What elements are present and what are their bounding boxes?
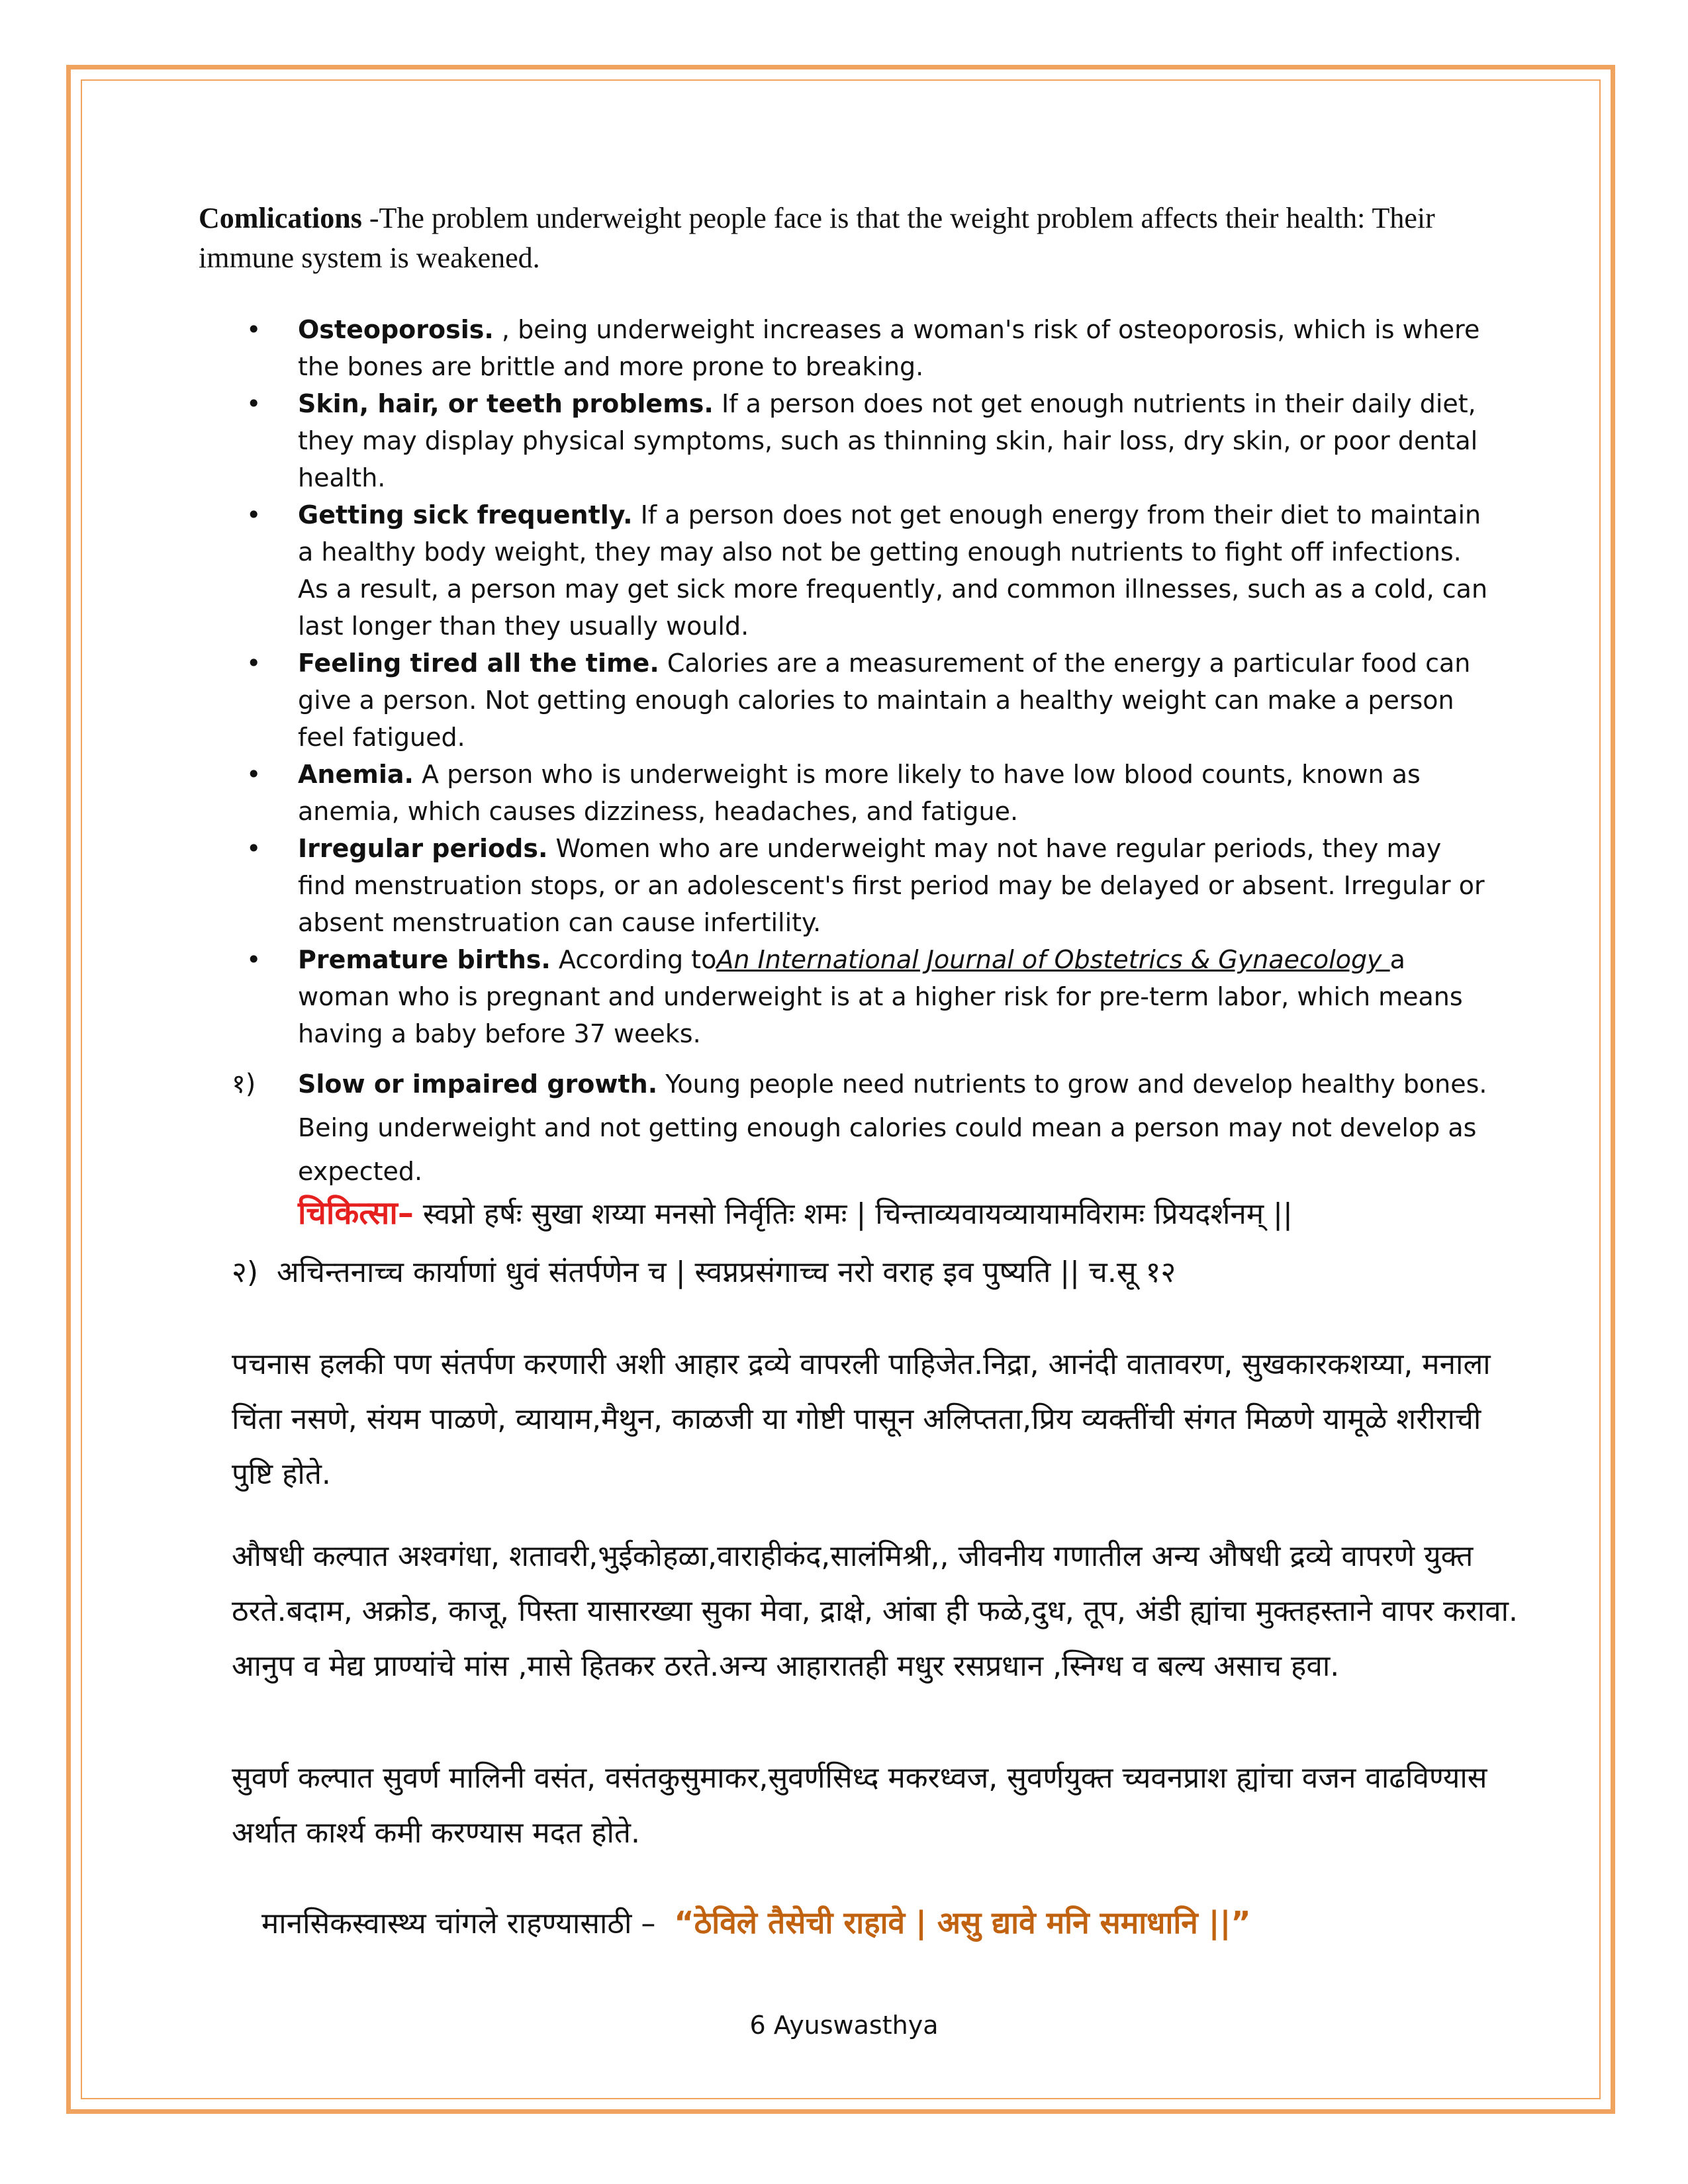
chikitsa-verse — [298, 1190, 1529, 1238]
item-term: Slow or impaired growth. — [298, 1069, 658, 1099]
item-term: Feeling tired all the time. — [298, 649, 659, 678]
number-marker: २) — [232, 1255, 259, 1289]
number-marker: १) — [232, 1069, 256, 1099]
page-footer: 6 Ayuswasthya — [749, 2011, 939, 2040]
item-text: a woman who is pregnant and underweight is at a higher risk for pre-term labor, which means having a baby before 37 weeks. — [298, 945, 1463, 1048]
list-item — [199, 645, 1496, 756]
item-term: Osteoporosis. — [298, 315, 494, 344]
item-term: Getting sick frequently. — [298, 500, 633, 529]
item-text: Women who are underweight may not have regular periods, they may find menstruation stops, or an adolescent's first period may be delayed or absent. Irregular or absent menstruation can cause infertility. — [298, 834, 1485, 937]
list-item — [199, 830, 1496, 941]
chikitsa-text: स्वप्नो हर्षः सुखा शय्या मनसो निर्वृतिः शमः | चिन्ताव्यवायव्यायामविरामः प्रियदर्शनम् || — [413, 1197, 1293, 1231]
bullet-icon: • — [246, 500, 261, 529]
item-text: , being underweight increases a woman's risk of osteoporosis, which is where the bones are brittle and more prone to breaking. — [298, 315, 1480, 381]
mental-quote: “ठेविले तैसेची राहावे | असु द्यावे मनि समाधानि ||” — [674, 1905, 1251, 1940]
intro-text: -The problem underweight people face is that the weight problem affects their health: Their immune system is weakened. — [199, 202, 1435, 274]
intro-paragraph — [199, 199, 1496, 278]
list-item — [199, 496, 1496, 645]
gold-paragraph: सुवर्ण कल्पात सुवर्ण मालिनी वसंत, वसंतकुसुमाकर,सुवर्णसिध्द मकरध्वज, सुवर्णयुक्त च्यवनप्राश ह्यांचा वजन वाढविण्यास अर्थात कार्श्य कमी करण्यास मदत होते. — [232, 1761, 1487, 1850]
item-term: Irregular periods. — [298, 834, 548, 863]
complications-list — [199, 311, 1496, 1052]
item-term: Premature births. — [298, 945, 551, 974]
journal-link[interactable]: An International Journal of Obstetrics & Gynaecology — [716, 945, 1390, 974]
list-item — [199, 385, 1496, 496]
bullet-icon: • — [246, 649, 261, 678]
item-text: A person who is underweight is more likely to have low blood counts, known as anemia, which causes dizziness, headaches, and fatigue. — [298, 760, 1421, 826]
numbered-item-1 — [199, 1062, 1496, 1193]
item-text: If a person does not get enough energy from their diet to maintain a healthy body weight, they may also not be getting enough nutrients to fight off infections. As a result, a person may get sick more frequently, and common illnesses, such as a cold, can last longer than they usually would. — [298, 500, 1488, 641]
intro-heading: Comlications — [199, 202, 362, 234]
bullet-icon: • — [246, 834, 261, 863]
bullet-icon: • — [246, 760, 261, 789]
item-text: Young people need nutrients to grow and develop healthy bones. Being underweight and not getting enough calories could mean a person may not develop as expected. — [298, 1069, 1487, 1186]
item-text: Calories are a measurement of the energy a particular food can give a person. Not getting enough calories to maintain a healthy weight can make a person feel fatigued. — [298, 649, 1471, 752]
item-text: If a person does not get enough nutrients in their daily diet, they may display physical symptoms, such as thinning skin, hair loss, dry skin, or poor dental health. — [298, 389, 1478, 492]
bullet-icon: • — [246, 945, 261, 974]
numbered-item-2 — [232, 1250, 1529, 1296]
verse-text: अचिन्तनाच्च कार्याणां धुवं संतर्पणेन च | स्वप्नप्रसंगाच्च नरो वराह इव पुष्यति || च.सू १२ — [277, 1255, 1176, 1289]
herbal-paragraph: औषधी कल्पात अश्वगंधा, शतावरी,भुईकोहळा,वाराहीकंद,सालंमिश्री,, जीवनीय गणातील अन्य औषधी द्रव्ये वापरणे युक्त ठरते.बदाम, अक्रोड, काजू, पिस्ता यासारख्या सुका मेवा, द्राक्षे, आंबा ही फळे,दुध, तूप, अंडी ह्यांचा मुक्तहस्ताने वापर करावा. आनुप व मेद्य प्राण्यांचे मांस ,मासे हितकर ठरते.अन्य आहारातही मधुर रसप्रधान ,स्निग्ध व बल्य असाच हवा. — [232, 1539, 1519, 1683]
list-item — [199, 941, 1496, 1052]
list-item — [199, 311, 1496, 385]
bullet-icon: • — [246, 389, 261, 418]
mental-health-line — [261, 1899, 1493, 1947]
item-term: Anemia. — [298, 760, 414, 789]
diet-paragraph: पचनास हलकी पण संतर्पण करणारी अशी आहार द्रव्ये वापरली पाहिजेत.निद्रा, आनंदी वातावरण, सुखकारकशय्या, मनाला चिंता नसणे, संयम पाळणे, व्यायाम,मैथुन, काळजी या गोष्टी पासून अलिप्तता,प्रिय व्यक्तींची संगत मिळणे यामूळे शरीराची पुष्टि होते. — [232, 1347, 1491, 1491]
item-text: According to — [550, 945, 717, 974]
bullet-icon: • — [246, 315, 261, 344]
list-item — [199, 756, 1496, 830]
item-term: Skin, hair, or teeth problems. — [298, 389, 714, 418]
mental-label: मानसिकस्वास्थ्य चांगले राहण्यासाठी – — [261, 1907, 656, 1940]
chikitsa-heading: चिकित्सा– — [298, 1195, 414, 1232]
